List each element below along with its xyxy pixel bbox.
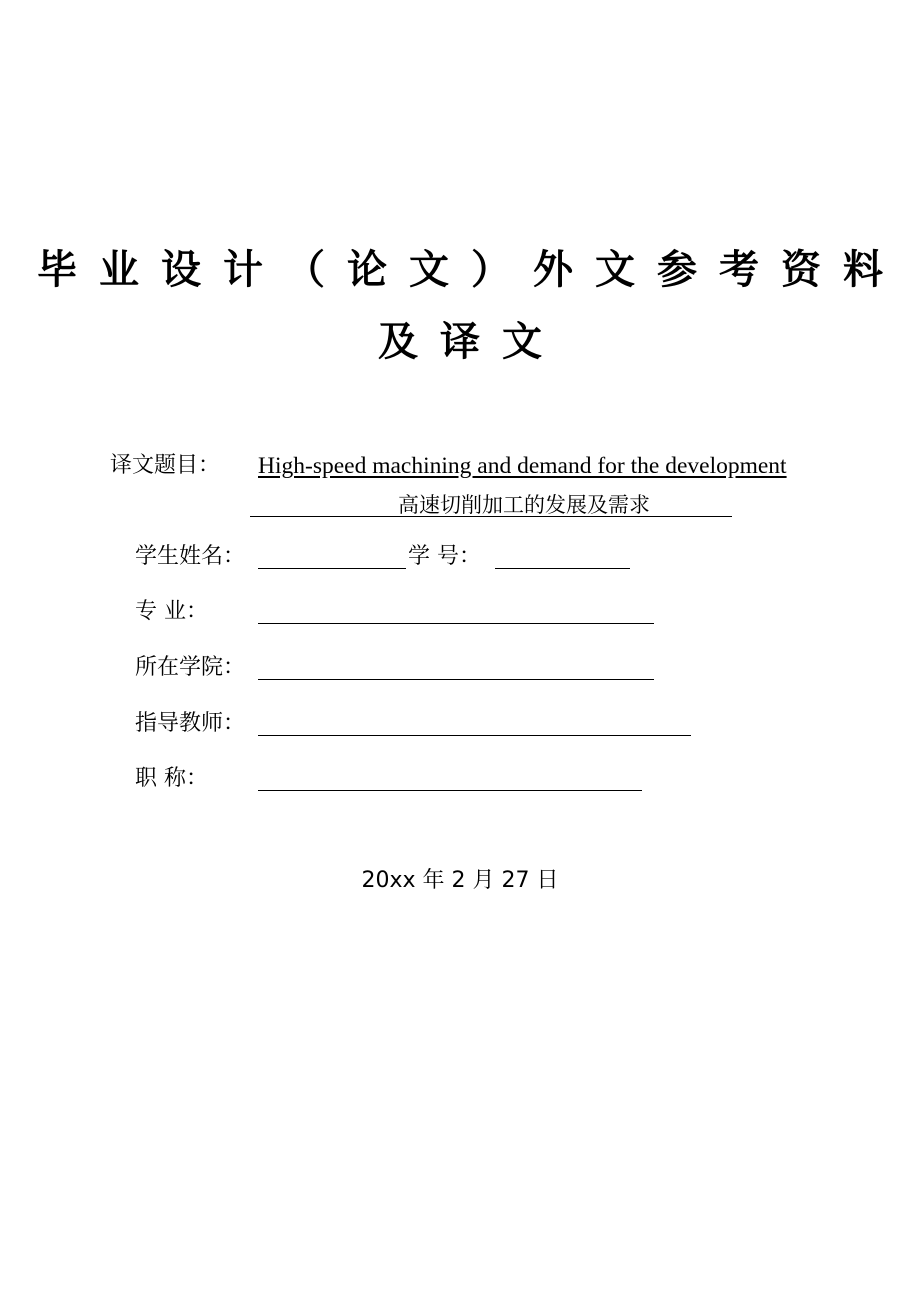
student-name-field [258,568,406,569]
advisor-field [258,735,691,736]
advisor-label: 指导教师： [135,711,246,736]
student-id-field [495,568,630,569]
student-name-label: 学生姓名： [135,544,246,569]
college-label: 所在学院： [135,655,246,680]
student-id-label: 学 号： [408,544,481,569]
major-field [258,623,654,624]
document-date: 20xx 年 2 月 27 日 [361,868,559,893]
college-field [258,679,654,680]
title-rank-field [258,790,642,791]
translation-title-label: 译文题目： [110,453,221,478]
major-label: 专 业： [135,599,208,624]
document-title-line1: 毕业设计（论文）外文参考资料 [37,247,905,293]
translation-title-cn: 高速切削加工的发展及需求 [398,493,650,517]
translation-title-en: High-speed machining and demand for the development [258,453,787,479]
title-rank-label: 职 称： [135,766,208,791]
document-title-line2: 及译文 [378,319,564,365]
